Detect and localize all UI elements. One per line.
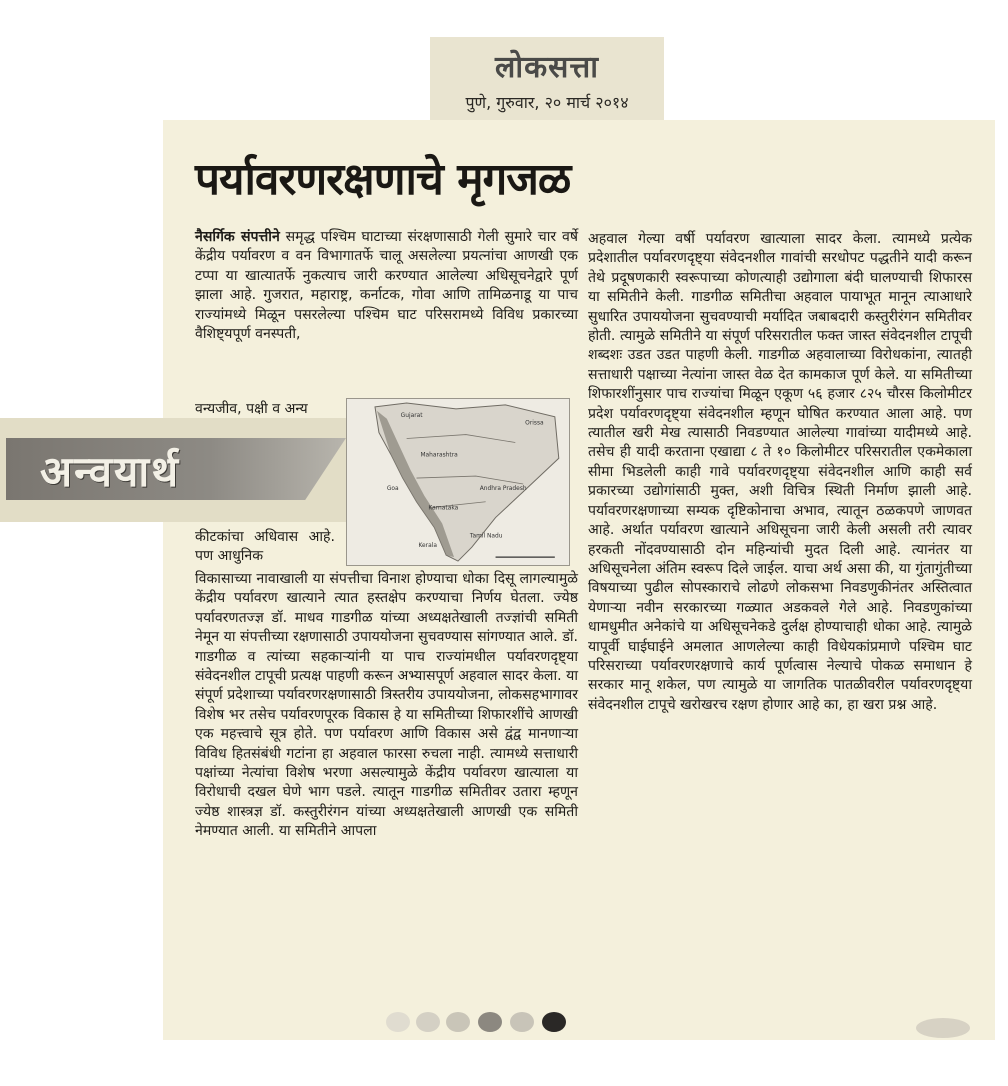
decor-dot [386,1012,410,1032]
decor-dot [446,1012,470,1032]
map-label-orissa: Orissa [525,420,544,427]
article-left-para-2: वन्यजीव, पक्षी व अन्य [195,401,308,417]
map-label-tamil-nadu: Tamil Nadu [469,533,503,540]
decor-corner-dot [916,1018,970,1038]
masthead [430,37,664,127]
newspaper-logo: लोकसत्ता [495,50,599,85]
map-label-andhra-pradesh: Andhra Pradesh [479,485,527,492]
article-left-para-3: कीटकांचा अधिवास आहे. पण आधुनिक [195,529,335,565]
map-label-goa: Goa [386,485,399,492]
section-banner [0,418,346,522]
map-graphic [347,399,569,565]
article-right-column: अहवाल गेल्या वर्षी पर्यावरण खात्याला सादर केला. त्यामध्ये प्रत्येक प्रदेशातील पर्यावरणदृष्ट्या संवेदनशील गावांची सरधोपट पद्धतीने यादी करून तेथे प्रदूषणकारी स्वरूपाच्या कोणत्याही उद्योगाला बंदी घालण्याची शिफारस या समितीने केली. गाडगीळ समितीचा अहवाल पायाभूत मानून त्याआधारे सुधारित उपाययोजना सुचवण्याची मर्यादित जबाबदारी कस्तुरीरंगन समितीवर होती. त्यामुळे समितीने या संपूर्ण परिसरातील फक्त जास्त संवेदनशील टापूची शब्दशः उडत उडत पाहणी केली. गाडगीळ अहवालाच्या विरोधकांना, त्यातही सत्ताधारी पक्षाच्या नेत्यांना जास्त वेळ देत कामकाज पूर्ण केले. या समितीच्या शिफारशींनुसार पाच राज्यांचा मिळून एकूण ५६ हजार ८२५ चौरस किलोमीटर प्रदेश पर्यावरणदृष्ट्या संवेदनशील म्हणून घोषित करण्यात आला आहे. पण त्यातील खरी मेख त्यासाठी निवडण्यात आलेल्या गावांच्या यादीमध्ये आहे. तसेच ही यादी करताना एखाद्या ८ ते १० किलोमीटर परिसरातील एकमेकाला सीमा भिडलेली काही गावे पर्यावरणदृष्ट्या संवेदनशील आणि काही सर्व प्रकारच्या उद्योगांसाठी मुक्त, अशी विचित्र स्थिती निर्माण झाली आहे. पर्यावरणरक्षणाच्या सम्यक दृष्टिकोनाचा अभाव, त्यातून ठळकपणे जाणवत आहे. अर्थात पर्यावरण खात्याने अधिसूचना जारी केली असली तरी त्यावर हरकती नोंदवण्यासाठी दोन महिन्यांची मुदत दिली आहे. त्यानंतर या अधिसूचनेला अंतिम स्वरूप दिले जाईल. याचा अर्थ असा की, या गुंतागुंतीच्या विषयाच्या पुढील सोपस्काराचे लोढणे लोकसभा निवडणुकीनंतर अस्तित्वात येणाऱ्या नवीन सरकारच्या गळ्यात अडकवले गेले आहे. निवडणुकांच्या धामधुमीत अनेकांचे या अधिसूचनेकडे दुर्लक्ष होण्याचाही धोका आहे. त्यामुळे यापूर्वी घाईघाईने अमलात आणलेल्या काही विधेयकांप्रमाणे पश्चिम घाट परिसराच्या पर्यावरणरक्षणाचे कार्य पूर्णत्वास नेल्याचे पोकळ समाधान हे सरकार मानू शकेल, पण त्यामुळे या जागतिक पातळीवरील पर्यावरणदृष्ट्या संवेदनशील टापूचे खरोखरच रक्षण होणार आहे का, हा खरा प्रश्न आहे. [588,231,972,713]
decor-dot [416,1012,440,1032]
left-para-1-text: समृद्ध पश्चिम घाटाच्या संरक्षणासाठी गेली सुमारे चार वर्षे केंद्रीय पर्यावरण व वन विभागातर्फे चालू असलेल्या प्रयत्नांचा आणखी एक टप्पा या खात्यातर्फे नुकत्याच जारी करण्यात आलेल्या अधिसूचनेद्वारे पूर्ण झाला आहे. गुजरात, महाराष्ट्र, कर्नाटक, गोवा आणि तामिळनाडू या पाच राज्यांमध्ये मिळून पसरलेल्या पश्चिम घाट परिसरामध्ये विविध प्रकारच्या वैशिष्ट्यपूर्ण वनस्पती, [195,229,578,343]
map-label-karnataka: Karnataka [428,505,459,512]
map-label-maharashtra: Maharashtra [420,452,458,459]
decor-dot [542,1012,566,1032]
map-label-gujarat: Gujarat [400,412,423,419]
western-ghats-map [346,398,570,566]
lead-words: नैसर्गिक संपत्तीने [195,229,280,245]
article-left-para-4: विकासाच्या नावाखाली या संपत्तीचा विनाश होण्याचा धोका दिसू लागल्यामुळे केंद्रीय पर्यावरण खात्याने त्यात हस्तक्षेप करण्याचा निर्णय घेतला. ज्येष्ठ पर्यावरणतज्ज्ञ डॉ. माधव गाडगीळ यांच्या अध्यक्षतेखाली तज्ज्ञांची समिती नेमून या संपत्तीच्या रक्षणासाठी उपाययोजना सुचवण्यास सांगण्यात आले. डॉ. गाडगीळ व त्यांच्या सहकाऱ्यांनी या पाच राज्यांमधील पर्यावरणदृष्ट्या संवेदनशील टापूची प्रत्यक्ष पाहणी करून अभ्यासपूर्ण अहवाल सादर केला. या संपूर्ण प्रदेशाच्या पर्यावरणरक्षणासाठी त्रिस्तरीय उपाययोजना, लोकसहभागावर विशेष भर तसेच पर्यावरणपूरक विकास हे या समितीच्या शिफारशींचे आणखी एक महत्त्वाचे सूत्र होते. पण पर्यावरण आणि विकास असे द्वंद्व मानणाऱ्या विविध हितसंबंधी गटांना हा अहवाल फारसा रुचला नाही. त्यामध्ये सत्ताधारी पक्षांच्या नेत्यांचा विशेष भरणा असल्यामुळे केंद्रीय पर्यावरण खात्याला या विरोधाची दखल घेणे भाग पडले. त्यातून गाडगीळ समितीवर उतारा म्हणून ज्येष्ठ शास्त्रज्ञ डॉ. कस्तुरीरंगन यांच्या अध्यक्षतेखाली आणखी एक समिती नेमण्यात आली. या समितीने आपला [195,571,578,840]
decor-dot [478,1012,502,1032]
article-headline: पर्यावरणरक्षणाचे मृगजळ [195,154,571,205]
section-label: अन्वयार्थ [40,447,181,496]
map-label-kerala: Kerala [418,543,438,550]
dateline: पुणे, गुरुवार, २० मार्च २०१४ [465,93,629,112]
decor-dot [510,1012,534,1032]
article-left-para-1 [195,228,578,344]
decorative-dots [386,1010,571,1032]
